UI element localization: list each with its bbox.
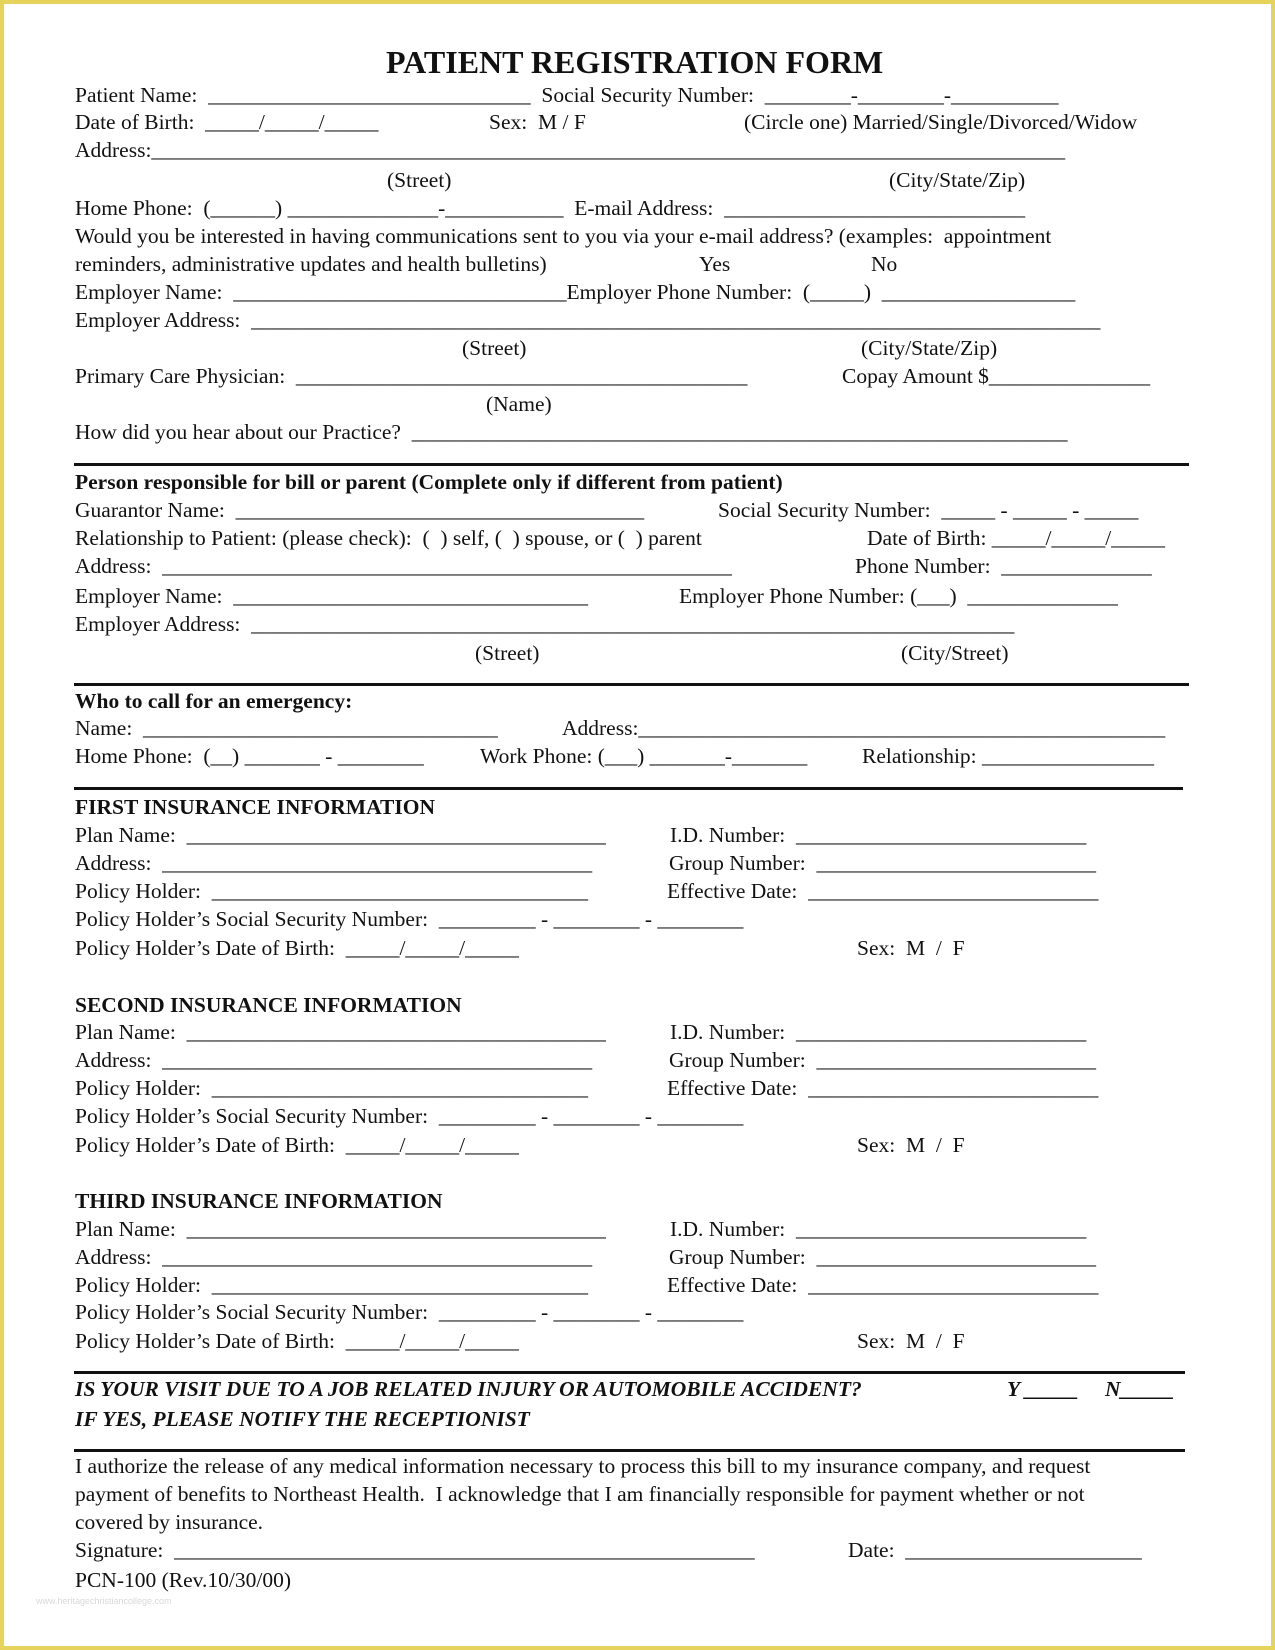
emergency-name-field[interactable]: Name: _________________________________: [75, 716, 498, 740]
home-phone-email-line[interactable]: Home Phone: (______) ______________-___________ E-mail Address: ____________________________: [75, 196, 1026, 220]
third-insurance-group-number[interactable]: Group Number: __________________________: [669, 1245, 1096, 1269]
section-divider: [74, 787, 1183, 790]
first-insurance-holder-sex[interactable]: Sex: M / F: [857, 936, 965, 960]
second-insurance-heading: SECOND INSURANCE INFORMATION: [75, 993, 462, 1017]
guarantor-heading: Person responsible for bill or parent (Complete only if different from patient): [75, 470, 783, 494]
guarantor-phone-field[interactable]: Phone Number: ______________: [855, 554, 1152, 578]
first-insurance-id-number[interactable]: I.D. Number: ___________________________: [670, 823, 1087, 847]
emergency-home-phone-field[interactable]: Home Phone: (__) _______ - ________: [75, 744, 424, 768]
form-code: PCN-100 (Rev.10/30/00): [75, 1568, 291, 1592]
guarantor-street-caption: (Street): [475, 641, 540, 665]
guarantor-city-street-caption: (City/Street): [901, 641, 1009, 665]
third-insurance-id-number[interactable]: I.D. Number: ___________________________: [670, 1217, 1087, 1241]
physician-name-caption: (Name): [486, 392, 552, 416]
primary-care-physician-field[interactable]: Primary Care Physician: __________________________________________: [75, 364, 748, 388]
second-insurance-plan-name[interactable]: Plan Name: _______________________________________: [75, 1020, 606, 1044]
third-insurance-policy-holder[interactable]: Policy Holder: ___________________________________: [75, 1273, 588, 1297]
third-insurance-address[interactable]: Address: ________________________________________: [75, 1245, 593, 1269]
signature-date-field[interactable]: Date: ______________________: [848, 1538, 1142, 1562]
referral-source-field[interactable]: How did you hear about our Practice? _____________________________________________________________: [75, 420, 1068, 444]
first-insurance-policy-holder[interactable]: Policy Holder: ___________________________________: [75, 879, 588, 903]
second-insurance-id-number[interactable]: I.D. Number: ___________________________: [670, 1020, 1087, 1044]
emergency-work-phone-field[interactable]: Work Phone: (___) _______-_______: [480, 744, 808, 768]
employer-city-state-zip-caption: (City/State/Zip): [861, 336, 998, 360]
relationship-checkboxes[interactable]: Relationship to Patient: (please check): ( ) self, ( ) spouse, or ( ) parent: [75, 526, 702, 550]
city-state-zip-caption: (City/State/Zip): [889, 168, 1026, 192]
street-caption: (Street): [387, 168, 452, 192]
guarantor-employer-address-field[interactable]: Employer Address: _______________________________________________________________________: [75, 612, 1015, 636]
form-title: PATIENT REGISTRATION FORM: [386, 44, 884, 80]
section-divider: [74, 1371, 1185, 1374]
copay-amount-field[interactable]: Copay Amount $_______________: [842, 364, 1151, 388]
address-field[interactable]: Address:_____________________________________________________________________________________: [75, 138, 1066, 162]
guarantor-employer-name-field[interactable]: Employer Name: _________________________________: [75, 584, 588, 608]
guarantor-address-field[interactable]: Address: _____________________________________________________: [75, 554, 732, 578]
second-insurance-address[interactable]: Address: ________________________________________: [75, 1048, 593, 1072]
email-no-option[interactable]: No: [871, 252, 898, 276]
third-insurance-heading: THIRD INSURANCE INFORMATION: [75, 1189, 443, 1213]
third-insurance-holder-dob[interactable]: Policy Holder’s Date of Birth: _____/_____/_____: [75, 1329, 519, 1353]
section-divider: [74, 1449, 1185, 1452]
guarantor-employer-phone-field[interactable]: Employer Phone Number: (___) ______________: [679, 584, 1118, 608]
second-insurance-holder-dob[interactable]: Policy Holder’s Date of Birth: _____/_____/_____: [75, 1133, 519, 1157]
employer-name-phone-line[interactable]: Employer Name: _______________________________Employer Phone Number: (_____) __________________: [75, 280, 1076, 304]
authorization-text-line-3: covered by insurance.: [75, 1510, 264, 1534]
first-insurance-heading: FIRST INSURANCE INFORMATION: [75, 795, 435, 819]
accident-yes-field[interactable]: Y _____: [1007, 1377, 1079, 1401]
email-communication-question-cont: reminders, administrative updates and health bulletins): [75, 252, 547, 276]
section-divider: [74, 683, 1189, 686]
signature-field[interactable]: Signature: ______________________________________________________: [75, 1538, 755, 1562]
emergency-address-field[interactable]: Address:_________________________________________________: [562, 716, 1166, 740]
patient-name-ssn-line[interactable]: Patient Name: ______________________________ Social Security Number: ________-________-__________: [75, 83, 1059, 107]
first-insurance-holder-ssn[interactable]: Policy Holder’s Social Security Number: _________ - ________ - ________: [75, 907, 744, 931]
third-insurance-holder-ssn[interactable]: Policy Holder’s Social Security Number: _________ - ________ - ________: [75, 1300, 744, 1324]
accident-no-field[interactable]: N_____: [1105, 1377, 1175, 1401]
second-insurance-effective-date[interactable]: Effective Date: ___________________________: [667, 1076, 1099, 1100]
guarantor-dob-field[interactable]: Date of Birth: _____/_____/_____: [867, 526, 1165, 550]
email-communication-question: Would you be interested in having communications sent to you via your e-mail address? (examples: appointment: [75, 224, 1052, 248]
second-insurance-policy-holder[interactable]: Policy Holder: ___________________________________: [75, 1076, 588, 1100]
third-insurance-effective-date[interactable]: Effective Date: ___________________________: [667, 1273, 1099, 1297]
watermark-text: www.heritagechristiancollege.com: [36, 1596, 172, 1606]
employer-address-field[interactable]: Employer Address: _______________________________________________________________________________: [75, 308, 1101, 332]
third-insurance-holder-sex[interactable]: Sex: M / F: [857, 1329, 965, 1353]
first-insurance-group-number[interactable]: Group Number: __________________________: [669, 851, 1096, 875]
first-insurance-holder-dob[interactable]: Policy Holder’s Date of Birth: _____/_____/_____: [75, 936, 519, 960]
guarantor-ssn-field[interactable]: Social Security Number: _____ - _____ - _____: [718, 498, 1139, 522]
emergency-relationship-field[interactable]: Relationship: ________________: [862, 744, 1155, 768]
emergency-heading: Who to call for an emergency:: [75, 689, 353, 713]
employer-street-caption: (Street): [462, 336, 527, 360]
email-yes-option[interactable]: Yes: [699, 252, 731, 276]
date-of-birth-field[interactable]: Date of Birth: _____/_____/_____: [75, 110, 379, 134]
accident-question: IS YOUR VISIT DUE TO A JOB RELATED INJURY OR AUTOMOBILE ACCIDENT?: [75, 1377, 862, 1401]
section-divider: [74, 463, 1189, 466]
second-insurance-group-number[interactable]: Group Number: __________________________: [669, 1048, 1096, 1072]
first-insurance-address[interactable]: Address: ________________________________________: [75, 851, 593, 875]
first-insurance-plan-name[interactable]: Plan Name: _______________________________________: [75, 823, 606, 847]
first-insurance-effective-date[interactable]: Effective Date: ___________________________: [667, 879, 1099, 903]
authorization-text-line-2: payment of benefits to Northeast Health. I acknowledge that I am financially responsible for payment whether or not: [75, 1482, 1085, 1506]
marital-status-field[interactable]: (Circle one) Married/Single/Divorced/Widow: [744, 110, 1138, 134]
authorization-text-line-1: I authorize the release of any medical information necessary to process this bill to my insurance company, and request: [75, 1454, 1091, 1478]
sex-field[interactable]: Sex: M / F: [489, 110, 586, 134]
guarantor-name-field[interactable]: Guarantor Name: ______________________________________: [75, 498, 645, 522]
second-insurance-holder-sex[interactable]: Sex: M / F: [857, 1133, 965, 1157]
third-insurance-plan-name[interactable]: Plan Name: _______________________________________: [75, 1217, 606, 1241]
notify-receptionist-note: IF YES, PLEASE NOTIFY THE RECEPTIONIST: [75, 1407, 530, 1431]
second-insurance-holder-ssn[interactable]: Policy Holder’s Social Security Number: _________ - ________ - ________: [75, 1104, 744, 1128]
